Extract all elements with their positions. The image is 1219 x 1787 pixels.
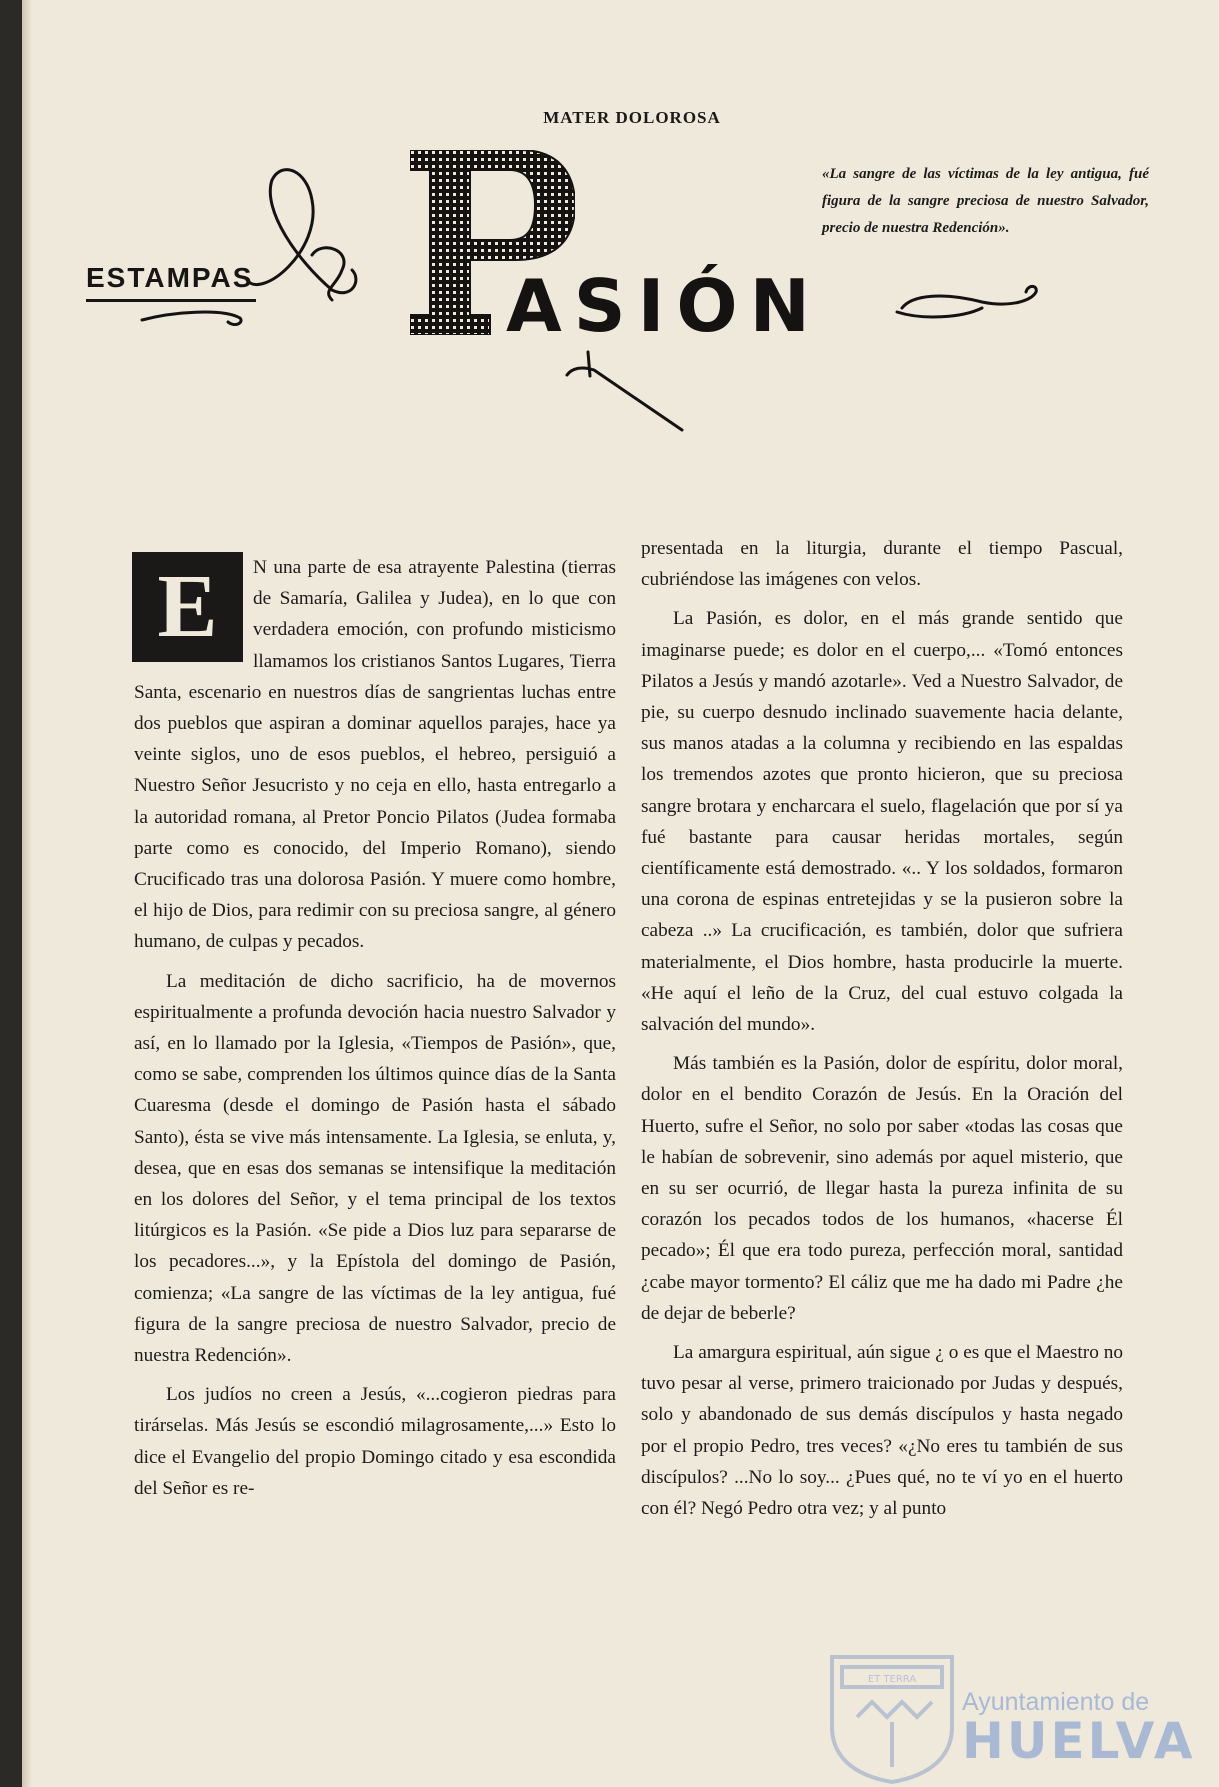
shield-text: ET TERRA (867, 1674, 917, 1685)
drop-cap-ornament (132, 552, 243, 662)
article-right-column (641, 533, 1123, 1532)
magazine-title: MATER DOLOROSA (543, 108, 721, 127)
paragraph-1 (134, 552, 616, 958)
paragraph-text: N una parte de esa atrayente Palestina (tierras de Samaría, Galilea y Judea), en lo que con verdadera emoción, con profundo misticismo llamamos los cristianos Santos Lugares, Tierra Santa, escenario en nuestros días de sangrientas luchas entre dos pueblos que aspiran a dominar aquellos parajes, hace ya veinte siglos, uno de esos pueblos, el hebreo, persiguió a Nuestro Señor Jesucristo y no ceja en ello, hasta entregarlo a la autoridad romana, al Pretor Poncio Pilatos (Judea formaba parte como es conocido, del Imperio Romano), siendo Crucificado tras una dolorosa Pasión. Y muere como hombre, el hijo de Dios, para redimir con su preciosa sangre, al género humano, de culpas y pecados. (134, 557, 616, 953)
title-rest: ASIÓN (506, 264, 822, 348)
section-label-underline (86, 299, 256, 302)
article-left-column (134, 552, 616, 1512)
paragraph-2: La meditación de dicho sacrificio, ha de movernos espiritualmente a profunda devoción hacia nuestro Salvador y así, en lo llamado por la Iglesia, «Tiempos de Pasión», que, como se sabe, comprenden los últimos quince días de la Santa Cuaresma (desde el domingo de Pasión hasta el sábado Santo), ésta se vive más intensamente. La Iglesia, se enluta, y, desea, que en esas dos semanas se intensifique la meditación en los dolores del Señor, y el tema principal de los textos litúrgicos es la Pasión. «Se pide a Dios luz para separarse de los pecadores...», y la Epístola del domingo de Pasión, comienza; «La sangre de las víctimas de la ley antigua, fué figura de la sangre preciosa de nuestro Salvador, precio de nuestra Redención». (134, 970, 616, 1367)
epigraph-quote: «La sangre de las víctimas de la ley antigua, fué figura de la sangre preciosa de nuestro Salvador, precio de nuestra Redención». (822, 166, 1149, 236)
section-label: ESTAMPAS (86, 262, 254, 293)
paragraph-6: Más también es la Pasión, dolor de espíritu, dolor moral, dolor en el bendito Corazón de Jesús. En la Oración del Huerto, sufre el Señor, no solo por saber «todas las cosas que le habían de sobrevenir, sino además por aquel misterio, que en su ser ocurrió, de llegar hasta la pureza infinita de su corazón los pecados todos de los humanos, «hacerse Él pecado»; Él que era todo pureza, perfección moral, santidad ¿cabe mayor tormento? El cáliz que me ha dado mi Padre ¿he de dejar de beberle? (641, 1053, 1123, 1324)
page (22, 0, 1219, 1787)
paragraph-4: presentada en la liturgia, durante el tiempo Pascual, cubriéndose las imágenes con velos. (641, 538, 1123, 591)
paragraph-5: La Pasión, es dolor, en el más grande sentido que imaginarse puede; es dolor en el cuerpo,... «Tomó entonces Pilatos a Jesús y mandó azotarle». Ved a Nuestro Salvador, de pie, su cuerpo desnudo inclinado suavemente hacia delante, sus manos atadas a la columna y recibiendo en las espaldas los tremendos azotes que pronto hicieron, que su preciosa sangre brotara y encharcara el suelo, flagelación que por sí ya fué bastante para causar heridas mortales, según científicamente está demostrado. «.. Y los soldados, formaron una corona de espinas entretejidas y se la pusieron sobre la cabeza ..» La crucificación, es también, dolor que sufriera materialmente, el Dios hombre, hasta producirle la muerte. «He aquí el leño de la Cruz, del cual estuvo colgada la salvación del mundo». (641, 608, 1123, 1036)
paragraph-7: La amargura espiritual, aún sigue ¿ o es que el Maestro no tuvo pesar al verse, primero traicionado por Judas y después, solo y abandonado de sus demás discípulos y hasta negado por el propio Pedro, tres veces? «¿No eres tu también de sus discípulos? ...No lo soy... ¿Pues qué, no te ví yo en el huerto con él? Negó Pedro otra vez; y al punto (641, 1342, 1123, 1520)
watermark-line2: HUELVA (962, 1712, 1196, 1770)
watermark-line1: Ayuntamiento de (962, 1688, 1150, 1716)
drop-cap-letter: E (157, 557, 218, 656)
paragraph-3: Los judíos no creen a Jesús, «...cogieron piedras para tirárselas. Más Jesús se escondió milagrosamente,...» Esto lo dice el Evangelio del propio Domingo citado y esa escondida del Señor es re- (134, 1384, 616, 1499)
